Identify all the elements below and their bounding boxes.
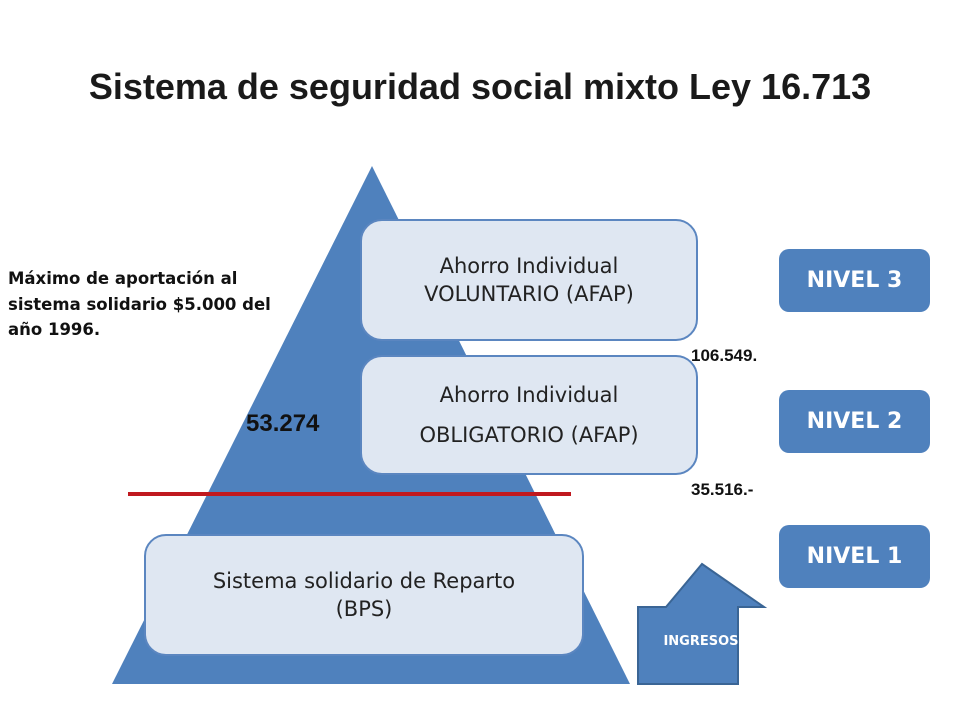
ahorro-voluntario-line1: Ahorro Individual	[439, 253, 619, 278]
sistema-reparto-box	[144, 534, 584, 656]
aportacion-note-line2: sistema solidario $5.000 del	[8, 294, 271, 314]
ingresos-arrow-shape	[638, 564, 764, 684]
threshold-value-35516: 35.516.-	[691, 480, 754, 499]
aportacion-note	[8, 266, 338, 343]
threshold-value-53274: 53.274	[246, 410, 320, 437]
ahorro-obligatorio-line1: Ahorro Individual	[439, 382, 619, 407]
ingresos-arrow-icon	[636, 562, 768, 686]
ingresos-label: INGRESOS	[663, 634, 739, 649]
nivel-1-box: NIVEL 1	[779, 525, 930, 588]
ahorro-obligatorio-box	[360, 355, 698, 475]
sistema-reparto-line2: (BPS)	[335, 597, 393, 621]
aportacion-note-line1: Máximo de aportación al	[8, 269, 238, 288]
ahorro-obligatorio-line2: OBLIGATORIO (AFAP)	[419, 423, 639, 447]
sistema-reparto-line1: Sistema solidario de Reparto	[212, 568, 516, 593]
nivel-2-box: NIVEL 2	[779, 390, 930, 453]
ahorro-voluntario-box	[360, 219, 698, 341]
nivel-3-box: NIVEL 3	[779, 249, 930, 312]
ahorro-voluntario-line2: VOLUNTARIO (AFAP)	[424, 282, 634, 306]
page-title: Sistema de seguridad social mixto Ley 16.713	[88, 66, 872, 107]
threshold-value-106549: 106.549.	[691, 346, 758, 365]
aportacion-note-line3: año 1996.	[8, 320, 101, 340]
